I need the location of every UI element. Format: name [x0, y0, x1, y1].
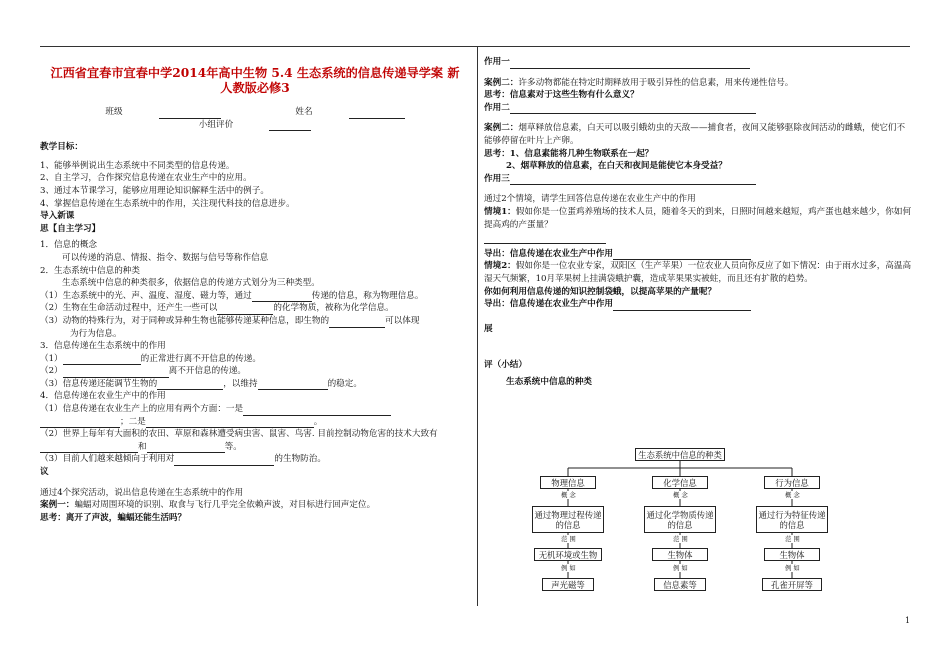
self-study-heading: 思【自主学习】: [40, 223, 101, 234]
concept-tag: 概 念: [561, 491, 576, 499]
name-field[interactable]: 姓名: [277, 106, 422, 119]
diagram-scope-physical: 无机环境或生物: [534, 548, 602, 561]
top-rule: [40, 46, 910, 47]
blank-physical[interactable]: [252, 291, 312, 302]
diagram-example-behavior: 孔雀开屏等: [762, 578, 822, 591]
class-field[interactable]: 班级: [87, 106, 238, 119]
situation-1: 情境1：假如你是一位蛋鸡养殖场的技术人员，随着冬天的到来，日照时间越来越短，鸡产蛋也越来越少，你如何提高鸡的产蛋量？: [484, 206, 912, 230]
think-3b: 2、烟草释放的信息素，在白天和夜间是能使它本身受益？: [506, 161, 727, 172]
question: 你如何利用信息传递的知识控制袋蛾，以提高苹果的产量呢？: [484, 286, 717, 297]
info-types-intro: 生态系统中信息的种类很多，依据信息的传递方式划分为三种类型。: [62, 278, 320, 289]
diagram-root: 生态系统中信息的种类: [635, 448, 725, 461]
show-heading: 展: [484, 323, 493, 334]
diagram-concept-behavior: 通过行为特征传递的信息: [756, 506, 828, 533]
section-2: 2．生态系统中信息的种类: [40, 265, 140, 276]
physical-info-line: （1）生态系统中的光、声、温度、湿度、磁力等，通过 传递的信息，称为物理信息。: [40, 290, 424, 301]
section-3: 3．信息传递在生态系统中的作用: [40, 341, 166, 352]
think-3a: 思考：1、信息素能将几种生物联系在一起？: [484, 148, 654, 159]
section-1: 1．信息的概念: [40, 240, 98, 251]
diagram-title: 生态系统中信息的种类: [506, 376, 592, 387]
bio-control-line: （3）目前人们越来越倾向于利用对 的生物防治。: [40, 454, 326, 465]
diagram-example-chemical: 信息素等: [654, 578, 706, 591]
export-1: 导出：信息传递在农业生产中作用: [484, 248, 912, 261]
role-line-2: （2） 离不开信息的传递。: [40, 366, 247, 377]
blank-pest-1[interactable]: [40, 442, 138, 453]
role-answer-1: 作用一: [484, 56, 912, 69]
diagram-type-chemical: 化学信息: [652, 476, 708, 489]
example-tag: 例 如: [785, 564, 800, 572]
goals-heading: 教学目标：: [40, 142, 83, 153]
export-2: 导出：信息传递在农业生产中作用: [484, 298, 912, 311]
diagram-type-physical: 物理信息: [540, 476, 596, 489]
section-4: 4．信息传递在农业生产中的作用: [40, 391, 166, 402]
blank-chemical[interactable]: [217, 304, 273, 315]
document-title: 江西省宜春市宜春中学2014年高中生物 5.4 生态系统的信息传递导学案 新人教版必修3: [50, 66, 460, 95]
goal-item: 4、掌握信息传递在生态系统中的作用，关注现代科技的信息进步。: [40, 198, 295, 209]
scope-tag: 范 围: [673, 535, 688, 543]
situations-intro: 通过2个情境，请学生回答信息传递在农业生产中的作用: [484, 194, 696, 205]
group-eval-field[interactable]: 小组评价: [181, 119, 329, 132]
situation-2: 情境2：假如你是一位农业专家，双阳区（生产苹果）一位农业人员向你反应了如下情况：由于雨水过多，高温高湿天气频繁，10月苹果树上挂满袋蛾护囊，造成苹果果实被蛀，而且还有扩散的趋势。: [484, 261, 912, 284]
blank-role-1[interactable]: [63, 354, 141, 365]
left-column: [40, 52, 470, 524]
blank-agri-2[interactable]: [40, 417, 120, 428]
role-answer-3: 作用三: [484, 173, 912, 186]
goal-item: 2、自主学习，合作探究信息传递在农业生产中的应用。: [40, 173, 252, 184]
goal-item: 1、能够举例说出生态系统中不同类型的信息传递。: [40, 160, 235, 171]
situation-1-answer: [484, 231, 912, 244]
info-definition: 可以传递的消息、情报、指令、数据与信号等称作信息: [62, 252, 269, 263]
blank-sit1[interactable]: [484, 233, 606, 244]
scope-tag: 范 围: [561, 535, 576, 543]
concept-tag: 概 念: [785, 491, 800, 499]
blank-role-2[interactable]: [63, 367, 169, 378]
evaluate-heading: 评（小结）: [484, 360, 527, 371]
blank-export-1[interactable]: [613, 249, 751, 260]
blank-pest-2[interactable]: [147, 442, 225, 453]
blank-agri-3[interactable]: [146, 417, 314, 428]
think-2: 思考：信息素对于这些生物有什么意义？: [484, 90, 639, 101]
case-2: 案例二：许多动物都能在特定时期释放用于吸引异性的信息素，用来传递性信号。: [484, 77, 794, 88]
student-info-row: [40, 106, 470, 131]
activity-intro: 通过4个探究活动，说出信息传递在生态系统中的作用: [40, 487, 244, 498]
diagram-example-physical: 声光磁等: [542, 578, 594, 591]
page-number: 1: [905, 616, 911, 625]
blank-export-2[interactable]: [613, 300, 751, 311]
pest-control-line: （2）世界上每年有大面积的农田、草原和森林遭受病虫害、鼠害、鸟害. 目前控制动物危害的技术大致有: [40, 429, 438, 440]
blank-answer-2[interactable]: [510, 103, 756, 114]
agri-line-1: （1）信息传递在农业生产上的应用有两个方面：一是: [40, 403, 470, 416]
blank-bio[interactable]: [174, 455, 274, 466]
column-divider: [477, 46, 478, 606]
diagram-concept-chemical: 通过化学物质传递的信息: [644, 506, 716, 533]
role-line-1: （1） 的正常进行离不开信息的传递。: [40, 353, 261, 364]
case-3: 案例二：烟草释放信息素，白天可以吸引蛾幼虫的天敌——捕食者，夜间又能够驱除夜间活动的雌蛾，使它们不能够停留在叶片上产卵。: [484, 123, 906, 146]
example-tag: 例 如: [673, 564, 688, 572]
right-column: [484, 52, 912, 388]
blank-answer-1[interactable]: [510, 58, 750, 69]
concept-tag: 概 念: [673, 491, 688, 499]
diagram-concept-physical: 通过物理过程传递的信息: [532, 506, 604, 533]
agri-line-2: ；二是 。: [40, 416, 470, 429]
think-1: 思考：离开了声波，蝙蝠还能生活吗？: [40, 512, 187, 523]
role-answer-2: 作用二: [484, 102, 912, 115]
role-line-3: （3）信息传递还能调节生物的 ，以维持 的稳定。: [40, 378, 362, 389]
info-types-diagram: [530, 446, 830, 596]
diagram-type-behavior: 行为信息: [764, 476, 820, 489]
blank-role-3b[interactable]: [258, 379, 328, 390]
blank-answer-3[interactable]: [510, 174, 756, 185]
behavior-info-line: （3）动物的特殊行为，对于同种或异种生物也能够传递某种信息，即生物的 可以体现: [40, 315, 420, 326]
case-1: 案例一：蝙蝠对周围环境的识别、取食与飞行几乎完全依赖声波，对目标进行回声定位。: [40, 500, 376, 511]
blank-role-3a[interactable]: [157, 379, 223, 390]
pest-control-blanks: 和 等。: [40, 441, 470, 454]
behavior-info-cont: 为行为信息。: [70, 328, 122, 339]
intro-heading: 导入新课: [40, 211, 75, 222]
chemical-info-line: （2）生物在生命活动过程中，还产生一些可以 的化学物质，被称为化学信息。: [40, 303, 394, 314]
example-tag: 例 如: [561, 564, 576, 572]
blank-behavior[interactable]: [329, 317, 385, 328]
blank-agri-1[interactable]: [243, 405, 391, 416]
diagram-scope-behavior: 生物体: [764, 548, 820, 561]
scope-tag: 范 围: [785, 535, 800, 543]
diagram-scope-chemical: 生物体: [652, 548, 708, 561]
discuss-heading: 议: [40, 467, 49, 478]
goal-item: 3、通过本节课学习，能够应用理论知识解释生活中的例子。: [40, 185, 269, 196]
